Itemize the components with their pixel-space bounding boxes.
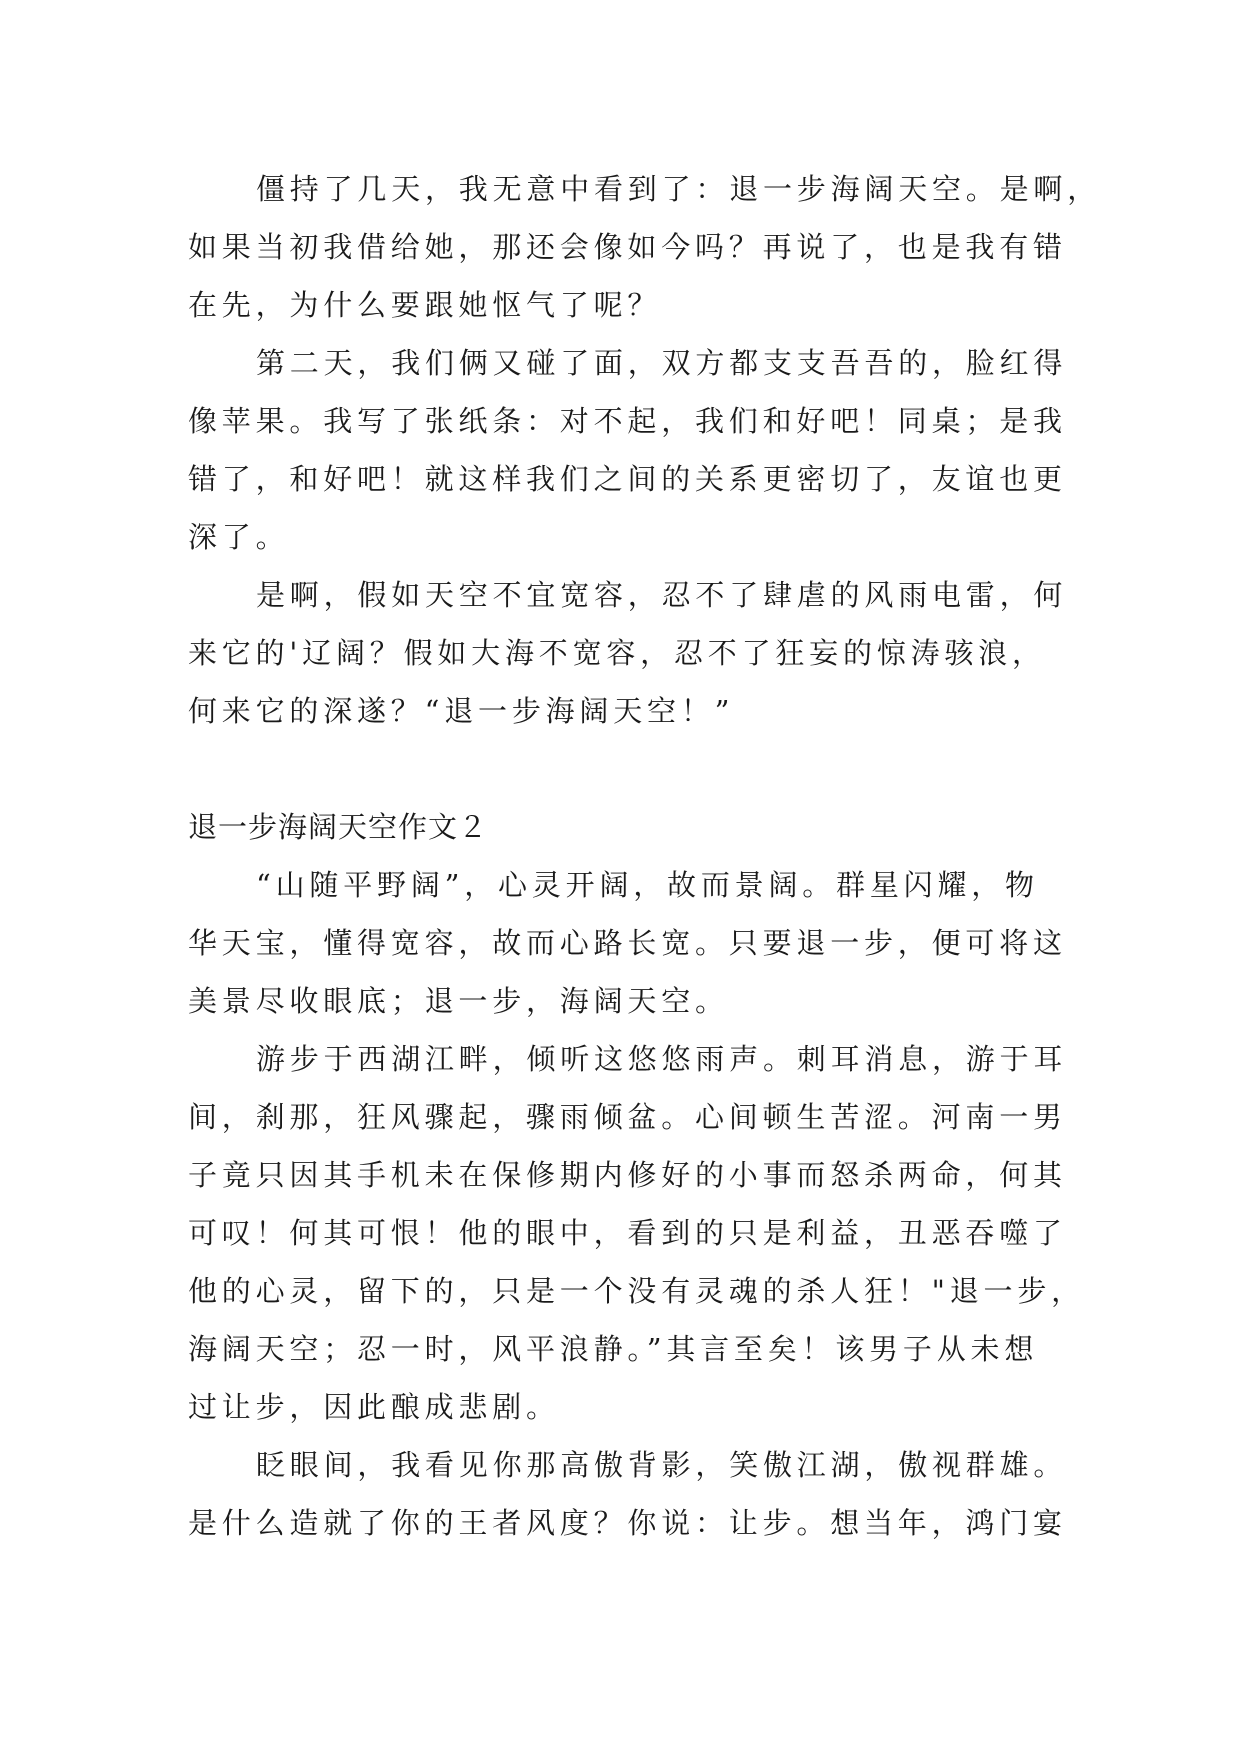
paragraph-line: 深了。 [188,520,290,554]
paragraph-line: 海阔天空；忍一时，风平浪静。”其言至矣！该男子从未想 [188,1332,1039,1366]
paragraph [188,856,1068,1030]
section-title: 退一步海阔天空作文２ [188,810,489,844]
paragraph-line: 第二天，我们俩又碰了面，双方都支支吾吾的，脸红得 [256,346,1068,380]
paragraph [188,160,1102,334]
paragraph-line: “山随平野阔”，心灵开阔，故而景阔。群星闪耀，物 [256,868,1039,902]
paragraph-line: 僵持了几天，我无意中看到了：退一步海阔天空。是啊， [256,172,1102,206]
paragraph-line: 华天宝，懂得宽容，故而心路长宽。只要退一步，便可将这 [188,926,1067,960]
paragraph-line: 间，刹那，狂风骤起，骤雨倾盆。心间顿生苦涩。河南一男 [188,1100,1067,1134]
paragraph-line: 在先，为什么要跟她怄气了呢？ [188,288,662,322]
paragraph-line: 游步于西湖江畔，倾听这悠悠雨声。刺耳消息，游于耳 [256,1042,1068,1076]
paragraph-line: 是什么造就了你的王者风度？你说：让步。想当年，鸿门宴 [188,1506,1067,1540]
paragraph-line: 错了，和好吧！就这样我们之间的关系更密切了，友谊也更 [188,462,1067,496]
paragraph-line: 眨眼间，我看见你那高傲背影，笑傲江湖，傲视群雄。 [256,1448,1068,1482]
blank-line [188,740,1068,798]
paragraph [188,1436,1068,1552]
paragraph-line: 是啊，假如天空不宜宽容，忍不了肆虐的风雨电雷，何 [256,578,1068,612]
paragraph-line: 他的心灵，留下的，只是一个没有灵魂的杀人狂！"退一步， [188,1274,1085,1308]
paragraph-line: 像苹果。我写了张纸条：对不起，我们和好吧！同桌；是我 [188,404,1067,438]
paragraph [188,1030,1085,1436]
paragraph-line: 如果当初我借给她，那还会像如今吗？再说了，也是我有错 [188,230,1067,264]
paragraph-line: 可叹！何其可恨！他的眼中，看到的只是利益，丑恶吞噬了 [188,1216,1067,1250]
paragraph-line: 子竟只因其手机未在保修期内修好的小事而怒杀两命，何其 [188,1158,1067,1192]
document-page [188,160,1102,1552]
paragraph-line: 何来它的深遂？“退一步海阔天空！” [188,694,735,728]
paragraph-line: 来它的'辽阔？假如大海不宽容，忍不了狂妄的惊涛骇浪， [188,636,1046,670]
paragraph [188,566,1068,740]
paragraph [188,334,1068,566]
paragraph-line: 过让步，因此酿成悲剧。 [188,1390,560,1424]
paragraph-line: 美景尽收眼底；退一步，海阔天空。 [188,984,729,1018]
